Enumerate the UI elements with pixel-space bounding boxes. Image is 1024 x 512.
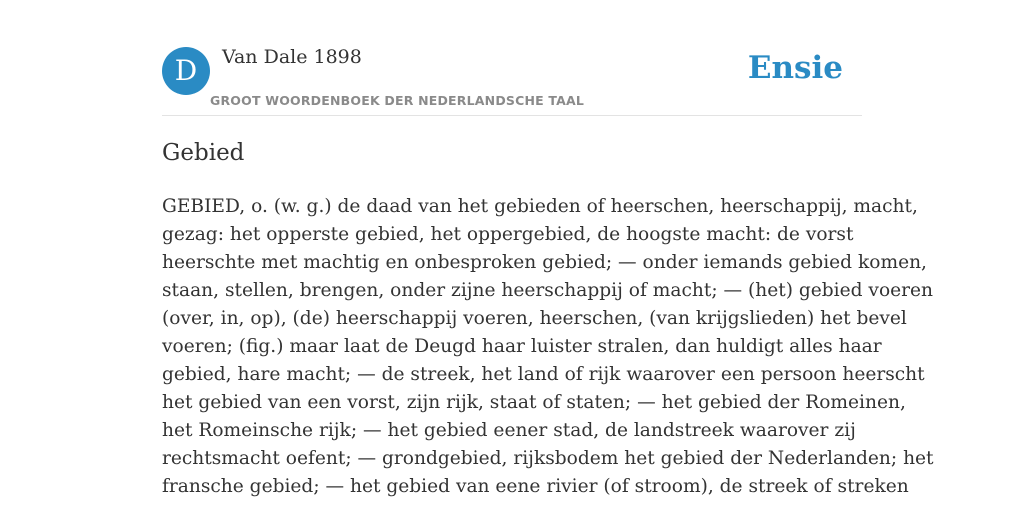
definition-line: (over, in, op), (de) heerschappij voeren, heerschen, (van krijgslieden) het bevel xyxy=(162,308,907,329)
definition-line: fransche gebied; — het gebied van eene rivier (of stroom), de streek of streken xyxy=(162,476,909,497)
definition-line: het Romeinsche rijk; — het gebied eener stad, de landstreek waarover zij xyxy=(162,420,856,441)
definition-line: rechtsmacht oefent; — grondgebied, rijksbodem het gebied der Nederlanden; het xyxy=(162,448,934,469)
definition-line: gebied, hare macht; — de streek, het land of rijk waarover een persoon heerscht xyxy=(162,364,925,385)
definition-line: staan, stellen, brengen, onder zijne heerschappij of macht; — (het) gebied voeren xyxy=(162,280,934,301)
definition-line: voeren; (fig.) maar laat de Deugd haar luister stralen, dan huldigt alles haar xyxy=(162,336,882,357)
entry-headword: Gebied xyxy=(162,140,245,166)
definition-line: het gebied van een vorst, zijn rijk, staat of staten; — het gebied der Romeinen, xyxy=(162,392,906,413)
definition-line: heerschte met machtig en onbesproken gebied; — onder iemands gebied komen, xyxy=(162,252,927,273)
entry-definition xyxy=(162,193,934,501)
definition-line: gezag: het opperste gebied, het oppergebied, de hoogste macht: de vorst xyxy=(162,224,854,245)
definition-line: GEBIED, o. (w. g.) de daad van het gebieden of heerschen, heerschappij, macht, xyxy=(162,196,918,217)
dictionary-logo[interactable]: D xyxy=(162,47,210,95)
header-divider xyxy=(162,115,862,116)
dictionary-title[interactable]: Van Dale 1898 xyxy=(222,46,362,68)
dictionary-subtitle: GROOT WOORDENBOEK DER NEDERLANDSCHE TAAL xyxy=(210,93,585,108)
ensie-brand-logo[interactable]: Ensie xyxy=(747,50,843,86)
